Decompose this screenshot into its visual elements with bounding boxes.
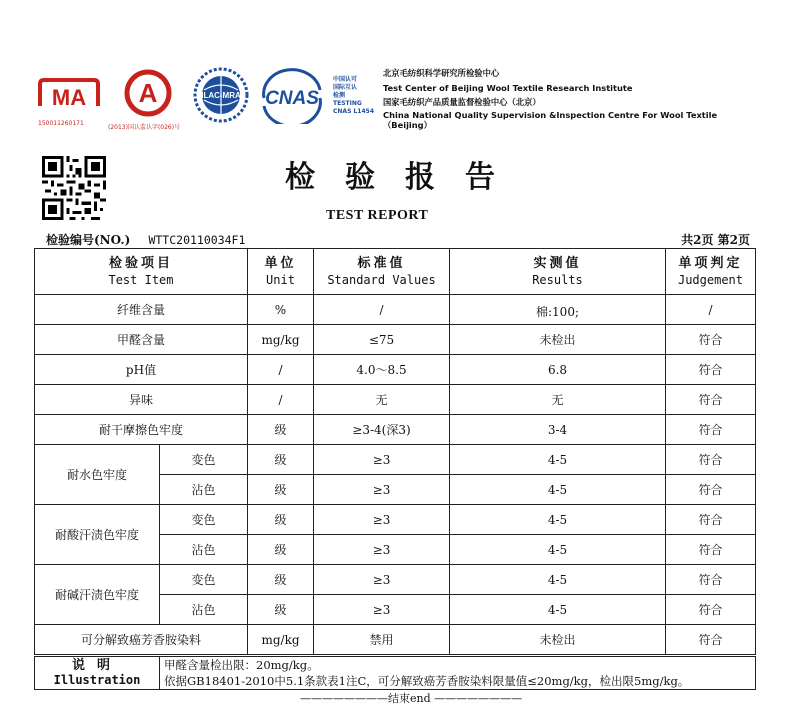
- cnas-label: CNAS: [265, 88, 319, 109]
- header-test-item: 检验项目 Test Item: [35, 249, 248, 295]
- qr-code: [42, 156, 106, 220]
- cell-standard: ≤75: [314, 325, 450, 355]
- table-row: [35, 295, 756, 325]
- cell-result: 6.8: [450, 355, 666, 385]
- cell-judgement: 符合: [666, 565, 756, 595]
- report-number-value: WTTC20110034F1: [148, 233, 246, 247]
- cell-result: 4-5: [450, 595, 666, 625]
- cell-result: 4-5: [450, 505, 666, 535]
- cell-group-item: 耐水色牢度: [35, 445, 160, 505]
- cell-standard: 无: [314, 385, 450, 415]
- page-count: 共2页 第2页: [681, 233, 750, 247]
- cell-item: pH值: [35, 355, 248, 385]
- cell-unit: mg/kg: [248, 325, 314, 355]
- cell-standard: ≥3: [314, 565, 450, 595]
- table-row: [35, 385, 756, 415]
- cell-result: 4-5: [450, 535, 666, 565]
- cell-result: 未检出: [450, 625, 666, 655]
- certification-logos: [36, 62, 336, 142]
- cell-standard: ≥3: [314, 475, 450, 505]
- end-marker: ————————结束end ————————: [300, 692, 523, 705]
- cell-standard: 禁用: [314, 625, 450, 655]
- illustration-line: 甲醛含量检出限：20mg/kg。: [164, 658, 319, 672]
- table-row: [35, 355, 756, 385]
- cnas-logo: [258, 68, 326, 124]
- cell-judgement: 符合: [666, 385, 756, 415]
- cma-label: MA: [51, 85, 87, 110]
- table-header-row: [35, 249, 756, 295]
- cell-item: 耐干摩擦色牢度: [35, 415, 248, 445]
- cell-unit: /: [248, 355, 314, 385]
- cell-unit: 级: [248, 535, 314, 565]
- report-title: 检验报告: [285, 160, 525, 195]
- cell-unit: 级: [248, 445, 314, 475]
- table-row: [35, 625, 756, 655]
- cell-sub-item: 沾色: [160, 595, 248, 625]
- cell-standard: ≥3-4(深3): [314, 415, 450, 445]
- centre-name-en: China National Quality Supervision &Inspection Centre For Wool Textile: [383, 109, 718, 120]
- cell-unit: 级: [248, 415, 314, 445]
- cell-sub-item: 变色: [160, 565, 248, 595]
- centre-name-zh: 国家毛纺织产品质量监督检验中心（北京）: [383, 97, 541, 107]
- cell-judgement: 符合: [666, 625, 756, 655]
- table-row: [35, 445, 756, 475]
- institute-name-en: Test Center of Beijing Wool Textile Research Institute: [383, 82, 633, 93]
- cnas-text-line: 检测: [333, 92, 346, 99]
- cell-sub-item: 沾色: [160, 535, 248, 565]
- cell-group-item: 耐碱汗渍色牢度: [35, 565, 160, 625]
- header-unit: 单位 Unit: [248, 249, 314, 295]
- cell-sub-item: 沾色: [160, 475, 248, 505]
- cell-unit: /: [248, 385, 314, 415]
- cell-unit: 级: [248, 475, 314, 505]
- cell-unit: %: [248, 295, 314, 325]
- cell-standard: ≥3: [314, 445, 450, 475]
- cell-judgement: 符合: [666, 355, 756, 385]
- results-table: [34, 248, 756, 655]
- report-number-label: 检验编号(NO.): [46, 233, 131, 247]
- illustration-text: [160, 657, 756, 690]
- cell-judgement: 符合: [666, 445, 756, 475]
- ilac-label: ILAC-MRA: [201, 91, 241, 100]
- cell-result: 4-5: [450, 475, 666, 505]
- cell-judgement: /: [666, 295, 756, 325]
- cell-item: 异味: [35, 385, 248, 415]
- illustration-row: [35, 657, 756, 690]
- ilac-mra-logo: [192, 66, 250, 124]
- cell-standard: ≥3: [314, 535, 450, 565]
- cell-result: 4-5: [450, 565, 666, 595]
- cell-result: 未检出: [450, 325, 666, 355]
- table-row: [35, 505, 756, 535]
- cma-logo: [36, 76, 102, 116]
- cell-group-item: 耐酸汗渍色牢度: [35, 505, 160, 565]
- cal-label: A: [138, 78, 158, 108]
- cnas-text-line: 国际互认: [333, 84, 358, 91]
- table-row: [35, 565, 756, 595]
- institute-name-zh: 北京毛纺织科学研究所检验中心: [383, 68, 500, 78]
- header-judgement: 单项判定 Judgement: [666, 249, 756, 295]
- cell-standard: /: [314, 295, 450, 325]
- table-row: [35, 415, 756, 445]
- header-results: 实测值 Results: [450, 249, 666, 295]
- cnas-text-line: TESTING: [333, 100, 362, 107]
- cell-judgement: 符合: [666, 325, 756, 355]
- table-row: [35, 325, 756, 355]
- cell-result: 棉:100;: [450, 295, 666, 325]
- illustration-label: 说明 Illustration: [35, 657, 160, 690]
- cell-sub-item: 变色: [160, 445, 248, 475]
- cma-number: 150011260171: [38, 120, 84, 127]
- cell-result: 无: [450, 385, 666, 415]
- cal-logo: [120, 68, 176, 118]
- centre-city: （Beijing）: [383, 119, 432, 130]
- illustration-table: [34, 656, 756, 690]
- cell-unit: 级: [248, 595, 314, 625]
- report-title-en: TEST REPORT: [326, 208, 429, 223]
- report-number: [46, 231, 245, 248]
- cell-item: 甲醛含量: [35, 325, 248, 355]
- cell-judgement: 符合: [666, 475, 756, 505]
- cnas-accreditation-text: [333, 76, 374, 116]
- cell-judgement: 符合: [666, 535, 756, 565]
- cell-judgement: 符合: [666, 415, 756, 445]
- cell-item: 纤维含量: [35, 295, 248, 325]
- cal-caption: (2013)国认监认字(026)号: [108, 124, 181, 131]
- cell-judgement: 符合: [666, 505, 756, 535]
- cell-judgement: 符合: [666, 595, 756, 625]
- illustration-line: 依据GB18401-2010中5.1条款表1注C，可分解致癌芳香胺染料限量值≤20mg/kg，检出限5mg/kg。: [164, 674, 690, 688]
- cell-result: 3-4: [450, 415, 666, 445]
- institute-info: [383, 66, 717, 130]
- cell-unit: 级: [248, 565, 314, 595]
- cell-unit: mg/kg: [248, 625, 314, 655]
- cnas-text-line: 中国认可: [333, 76, 358, 83]
- header-standard: 标准值 Standard Values: [314, 249, 450, 295]
- cell-item: 可分解致癌芳香胺染料: [35, 625, 248, 655]
- cell-sub-item: 变色: [160, 505, 248, 535]
- cell-unit: 级: [248, 505, 314, 535]
- cell-result: 4-5: [450, 445, 666, 475]
- cell-standard: ≥3: [314, 595, 450, 625]
- cell-standard: ≥3: [314, 505, 450, 535]
- cell-standard: 4.0～8.5: [314, 355, 450, 385]
- cnas-text-line: CNAS L1454: [333, 108, 375, 115]
